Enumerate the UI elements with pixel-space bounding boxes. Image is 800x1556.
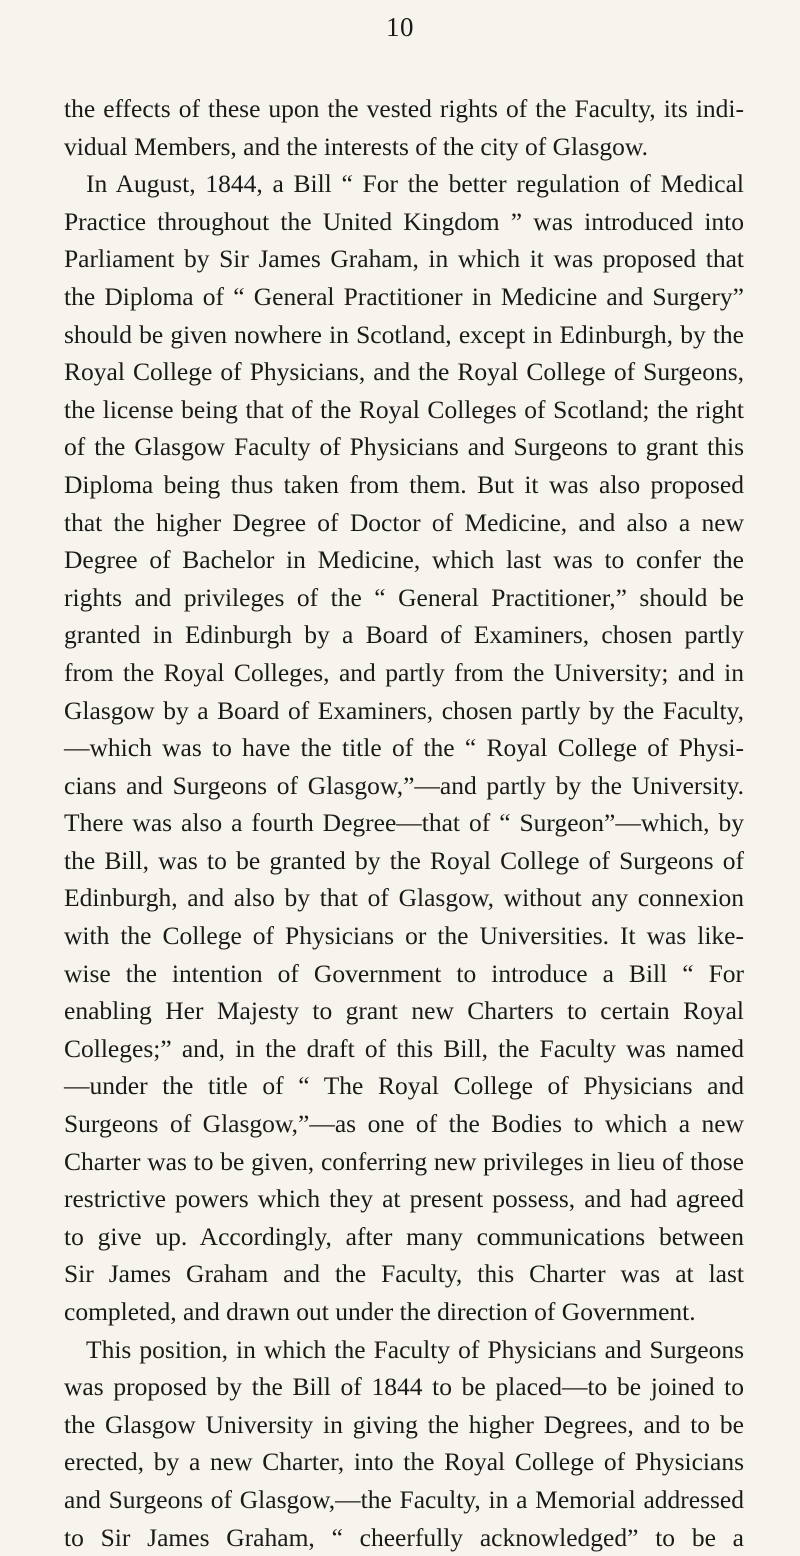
text-line: Practice throughout the United Kingdom ” was introduced into <box>64 206 744 236</box>
text-line: vidual Members, and the interests of the city of Glasgow. <box>64 131 648 161</box>
body-text <box>64 90 744 1556</box>
text-line: the license being that of the Royal Colleges of Scotland; the right <box>64 394 744 424</box>
text-line: was proposed by the Bill of 1844 to be placed—to be joined to <box>64 1372 744 1402</box>
text-line: enabling Her Majesty to grant new Charters to certain Royal <box>64 996 744 1026</box>
text-line: from the Royal Colleges, and partly from the University; and in <box>64 657 744 687</box>
text-line: with the College of Physicians or the Universities. It was like- <box>64 921 744 951</box>
text-line: wise the intention of Government to introduce a Bill “ For <box>64 958 744 988</box>
text-line: the effects of these upon the vested rights of the Faculty, its indi- <box>64 94 744 123</box>
text-line: to give up. Accordingly, after many communications between <box>64 1221 744 1251</box>
text-line: the Glasgow University in giving the higher Degrees, and to be <box>64 1409 744 1439</box>
text-line: Parliament by Sir James Graham, in which it was proposed that <box>64 244 744 274</box>
text-line: Colleges;” and, in the draft of this Bill, the Faculty was named <box>64 1033 744 1063</box>
text-line: erected, by a new Charter, into the Royal College of Physicians <box>64 1447 744 1477</box>
text-line: Diploma being thus taken from them. But it was also proposed <box>64 469 744 499</box>
text-line: granted in Edinburgh by a Board of Examiners, chosen partly <box>64 620 744 650</box>
text-line: that the higher Degree of Doctor of Medicine, and also a new <box>64 507 744 537</box>
text-line: the Bill, was to be granted by the Royal College of Surgeons of <box>64 845 744 875</box>
text-line: Charter was to be given, conferring new privileges in lieu of those <box>64 1146 744 1176</box>
text-line: should be given nowhere in Scotland, except in Edinburgh, by the <box>64 319 744 349</box>
text-line: Surgeons of Glasgow,”—as one of the Bodies to which a new <box>64 1109 744 1139</box>
text-line: Sir James Graham and the Faculty, this Charter was at last <box>64 1259 744 1289</box>
text-line: restrictive powers which they at present possess, and had agreed <box>64 1184 744 1214</box>
text-line: completed, and drawn out under the direction of Government. <box>64 1297 696 1326</box>
text-line: the Diploma of “ General Practitioner in Medicine and Surgery” <box>64 281 744 311</box>
page-number: 10 <box>386 12 414 42</box>
text-line: cians and Surgeons of Glasgow,”—and partly by the University. <box>64 770 744 800</box>
text-line: —which was to have the title of the “ Royal College of Physi- <box>64 733 744 763</box>
text-line: In August, 1844, a Bill “ For the better regulation of Medical <box>86 169 744 199</box>
text-line: Royal College of Physicians, and the Royal College of Surgeons, <box>64 357 744 387</box>
text-line: to Sir James Graham, “ cheerfully acknowledged” to be a <box>64 1522 744 1552</box>
text-line: Degree of Bachelor in Medicine, which last was to confer the <box>64 545 744 575</box>
text-line: of the Glasgow Faculty of Physicians and Surgeons to grant this <box>64 432 744 462</box>
text-line: rights and privileges of the “ General Practitioner,” should be <box>64 582 744 612</box>
text-line: Edinburgh, and also by that of Glasgow, without any connexion <box>64 883 744 913</box>
text-line: This position, in which the Faculty of Physicians and Surgeons <box>86 1334 744 1364</box>
text-line: —under the title of “ The Royal College of Physicians and <box>64 1071 744 1101</box>
text-line: Glasgow by a Board of Examiners, chosen partly by the Faculty, <box>64 695 744 725</box>
text-line: There was also a fourth Degree—that of “ Surgeon”—which, by <box>64 808 744 838</box>
text-line: and Surgeons of Glasgow,—the Faculty, in a Memorial addressed <box>64 1484 744 1514</box>
